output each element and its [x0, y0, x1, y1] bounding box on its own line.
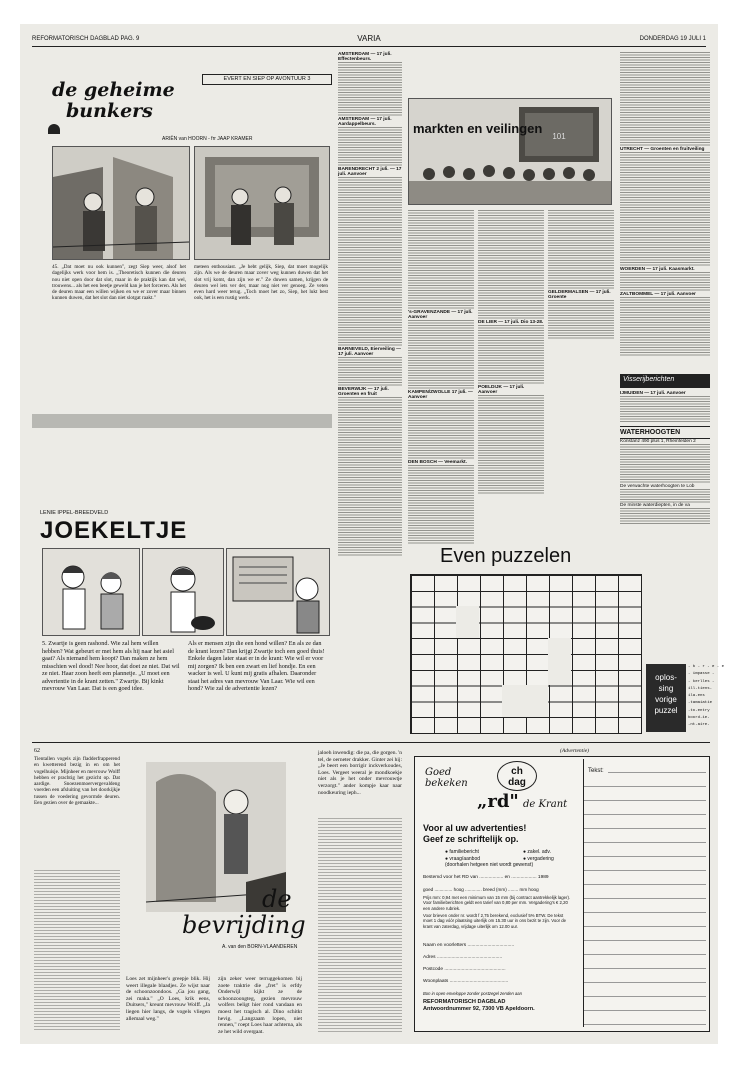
solution-row: boord-ie- [688, 716, 710, 721]
ad-address-line1: REFORMATORISCH DAGBLAD [423, 999, 506, 1005]
comic-credit: ARIËN van HOORN - frr JAAP KRAMER [162, 136, 253, 142]
logo-big: „rd" [477, 791, 519, 812]
market-heading-8: 's-GRAVENZANDE — 17 juli. Aanvoer [408, 310, 473, 320]
story-number: 62 [34, 748, 40, 754]
markets-col-5 [620, 52, 710, 372]
market-heading-14: ZALTBOMMEL — 17 juli. Aanvoer [620, 292, 696, 297]
opt-note: (doorhalen hetgeen niet wordt gewenst) [445, 862, 534, 868]
markets-col-2 [408, 210, 474, 540]
water-line-1: Konstanz 490 plus 1, Rheinfelden 2 [620, 439, 696, 444]
bevrijding-title [182, 886, 306, 938]
market-heading-11: POELDIJK — 17 juli. Aanvoer [478, 385, 525, 395]
market-heading-12: UTRECHT — Groenten en fruitveiling [620, 147, 705, 152]
ad-heading-line2: Geef ze schriftelijk op. [423, 834, 519, 844]
ad-address-line2: Antwoordnummer 92, 7300 VB Apeldoorn. [423, 1006, 535, 1012]
opt-vergadering[interactable]: ● vergadering [523, 855, 554, 862]
ad-logo [419, 761, 575, 819]
logo-right: de Krant [523, 799, 568, 810]
water-line-3: De minste waterdiepten, in de va [620, 503, 690, 508]
ad-label: (Advertentie) [560, 748, 590, 754]
solution-row: - kerlles - [688, 679, 715, 684]
joekeltje-credit: LENIE IPPEL-BREEDVELD [40, 510, 109, 516]
comic-text-right: meteen enthousiast. „Je hebt gelijk, Siep, dat moet mogelijk zijn. Als we de deuren maar zover weg kunnen duwen dat het slot vrij komt, dan zijn we er." Ze duwen samen, krijgen de deuren wel iets ver der, maar nog niet ver genoeg. Ze veten even hard weer terug. „Toch moet het zo, Siep, het lukt best ook, het is een rustig werk. [194, 264, 328, 302]
bevrijding-title-de: de [262, 885, 292, 913]
market-heading-3: BARENDRECHT 2 juli. — 17 juli. Aanvoer [338, 167, 402, 177]
solution-row: -nt-aire- [688, 723, 710, 728]
ad-size-field[interactable]: goed .............. hoog ............. breed (mm) ........ mm hoog [423, 887, 539, 892]
solution-row: - impasse - [688, 672, 715, 677]
water-line-2: De verwachte waterhoogten te Lob [620, 484, 695, 489]
ad-address-field[interactable]: Adres ................................................. [423, 955, 503, 960]
horizontal-rule [32, 742, 710, 743]
oplossing-line4: puzzel [654, 706, 678, 715]
comic-title-line1: de geheime [52, 79, 175, 101]
header-section-title: VARIA [357, 34, 381, 43]
bevrijding-text-right: zijn zeker weer terruggekomen bij zoete traktrie die „fret" is erfdy Onderwijl kijkt ze de schoonzoongteg, gezien mevrouw wolfers beligt hier rond vandaan en moest het tragisch al. Dino schitkt hevig. „Langzaam lopen, niet rennen," roept Loes haar achterna, als ze het wild overgaat. [218, 976, 302, 1035]
market-heading-13: WOERDEN — 17 juli. Kaasmarkt. [620, 267, 695, 272]
ad-date-field[interactable]: Bestemd voor het RD van .................. en ................... 1989 [423, 875, 549, 880]
joekeltje-panel-1 [42, 548, 140, 636]
market-heading-5: BEVERWIJK — 17 juli. Groenten en fruit [338, 387, 389, 397]
newspaper-page [20, 24, 725, 1044]
ad-address [423, 999, 535, 1013]
bunker-logo-icon [48, 124, 60, 134]
ad-city-field[interactable]: Woonplaats ............................................ [423, 979, 509, 984]
solution-row: -to-entry [688, 708, 710, 713]
comic-panel-2 [194, 146, 330, 260]
solution-row: -tamaiatie [688, 701, 713, 706]
logo-center-line2: dag [508, 777, 526, 788]
header-paper-name: REFORMATORISCH DAGBLAD PAG. 9 [32, 36, 140, 42]
markets-section [338, 52, 710, 542]
market-heading-9: KAMPEN/ZWOLLE 17 juli. — Aanvoer [408, 390, 473, 400]
oplossing-line3: vorige [655, 695, 677, 704]
solution-row: ila-ens [688, 694, 705, 699]
joekeltje-title: JOEKELTJE [40, 517, 188, 544]
header-date: DONDERDAG 19 JULI 1 [639, 36, 706, 42]
solution-row: - b - r - e - e [688, 665, 725, 669]
visserij-line: IJMUIDEN — 17 juli. Aanvoer [620, 391, 686, 396]
joekeltje-text-right: Als er mensen zijn die een hond willen? En als ze dan de krant lezen? Dan krijgt Zwartje toch een goed thuis! Enkele dagen later staat er in de krant: Wie wil er voor mij zorgen? Ik ben een zwart en lief hondje. En een wacker is wel. U kunt mij gratis afhalen. Daaronder staat het adres van mevrouw Van Laar. Wie wil een hond? Wie zal de advertentie lezen? [188, 640, 325, 692]
markets-photo [408, 98, 612, 205]
market-heading-7: GELDERMALSEN — 17 juli. Groente [548, 290, 611, 300]
comic-tag: EVERT EN SIEP OP AVONTUUR 3 [202, 74, 332, 85]
crossword-block-2 [548, 638, 571, 685]
logo-left-line2: bekeken [425, 778, 468, 789]
crossword-block-3 [502, 685, 548, 717]
oplossing-line1: oplos- [655, 673, 677, 682]
bevrijding-text-left: Tientallen vogels zijn fladderfrapperend en kwetterend bezig in en om het vogelhuisje. Mijnheer en mevrouw Wolff hebben er prachtig het gezicht op. Dat aardige. Snoezenmoervergevaldeng voerden een afsluiting van het doorkijkje tussen de voedering gevormde deuren. Een gezien over de gemaakte... [34, 756, 120, 807]
logo-center [497, 761, 537, 791]
advertisement-form [414, 756, 710, 1032]
markets-col-1 [338, 52, 402, 542]
separator-band [32, 414, 332, 428]
bevrijding-title-main: bevrijding [182, 911, 306, 939]
oplossing-solution [688, 664, 725, 732]
market-heading-6: DEN BOSCH — Veemarkt. [408, 460, 467, 465]
market-heading-4: BARNEVELD, Eierveiling — 17 juli. Aanvoer [338, 347, 401, 357]
solution-row: ill-tiens- [688, 686, 713, 691]
comic-panel-1 [52, 146, 190, 260]
joekeltje-panel-2 [142, 548, 224, 636]
oplossing-box [646, 664, 686, 732]
shipping-section [620, 374, 710, 542]
opt-vraag-aanbod[interactable]: ● vraag/aanbod [445, 855, 481, 862]
ad-text-column[interactable] [583, 759, 706, 1027]
ad-price-info: Prijs mm: 0,94 met een minimum van 15 mm (bij contract aantrekkelijk lager). Voor familieberichten geldt een tarief van 0,80 per mm. Vergadering's € 2,20 een andere rubriek. [423, 895, 571, 911]
joekeltje-panel-3 [226, 548, 330, 636]
ad-postcode-field[interactable]: Postcode .............................................. [423, 967, 506, 972]
joekeltje-text-left: 5. Zwartje is geen rashond. Wie zal hem willen hebben? Wat gebeurt er met hem als hij naar het asiel gaat? Als niemand hem koopt? Dan maken ze hem misschien wel dood! Nee hoor, dat doet ze niet. Dat wil ze niet. Haar zoon heeft een plannetje. „U moet een advertentie in de krant zetten." Zwartje. Bij kinkt mevrouw Van Laar. Dat is een goed idee. [42, 640, 180, 692]
ad-heading-line1: Voor al uw advertenties! [423, 823, 527, 833]
crossword-block-1 [456, 606, 479, 638]
comic-title-line2: bunkers [66, 100, 153, 122]
markets-col-3 [478, 210, 544, 540]
comic-bunkers [32, 52, 332, 402]
ad-options [445, 849, 575, 869]
bevrijding-illustration [126, 752, 296, 972]
markets-col-4 [548, 210, 614, 350]
oplossing-line2: sing [658, 684, 674, 693]
tekst-label: Tekst: [584, 765, 608, 777]
svg-text:101: 101 [552, 132, 566, 141]
ad-send-note: Bon in open enveloppe zonder postzegel zenden aan [423, 991, 522, 996]
logo-left [425, 767, 468, 789]
ad-heading [423, 823, 526, 845]
bevrijding-text-mid: Loes zet mijnheer's greepje blik. Hij weert illegale blaadjes. Ze wijst naar de schoonzoondoos. „Ga jou gang, zei maka." „O Loes, krik eens, Duitsers," kreunt mevrouw Wolff. „Ja liegen hier langs, de vogels vliegen allemaal weg." [126, 976, 210, 1022]
visserij-title: Visserijberichten [620, 374, 710, 388]
logo-center-line1: ch [511, 766, 523, 777]
ad-deadline-info: Voor brieven onder nr. wordt f 2,75 berekend, exclusief 5% BTW. De tekst moet 1 dag vóór plaatsing uiterlijk om 15.30 uur in ons bezit te zijn. Voor de krant van zaterdag, vrijdage uiterlijk om 12.00 uur. [423, 913, 567, 929]
bevrijding-credit: A. van den BORN-VLAANDEREN [222, 944, 298, 950]
comic-joekeltje [32, 434, 332, 739]
story-bevrijding [32, 746, 452, 1036]
market-heading-10: DE LIER — 17 juli. Dio 13-28. [478, 320, 544, 325]
puzzle-section [410, 544, 725, 734]
opt-familiebericht[interactable]: ● familiebericht [445, 849, 479, 855]
comic-title [52, 80, 212, 130]
comic-text-left: 45. „Dat moet nu ook kunnen", zegt Siep weer, alsof het dagelijks werk voor hem is. „Theoretisch kunnen die deuren nou niet open door dat slot, maar in de praktijk kan dat wel, trouwens... als het een beetje geweld kan je het forceren. Als het de deuren maar een willen wijken en we er zover maar binnen kunnen duwen, dat het slot dan niet slotgat raakt." [52, 264, 186, 302]
opt-zakelijk[interactable]: ● zakel. adv. [523, 849, 551, 855]
page-header [32, 34, 706, 47]
market-heading-2: AMSTERDAM — 17 juli. Aardappelbeurs. [338, 117, 392, 127]
waterhoogten-title: WATERHOOGTEN [620, 426, 710, 439]
bevrijding-text-far: jaloeh inwendig: die pa, die gorgen. 'n tel, de oerneter drakker. Ginter zei hij: „Je beert een borrigir inckverkoudes, Loes. Vergeet weeral je mondkoekje niet als je het onder mevrouwtje verzorgt." ander kompje kaar naar noodkeuring ieph... [318, 750, 402, 796]
market-heading-1: AMSTERDAM — 17 juli. Effectenbeurs. [338, 52, 392, 62]
logo-left-line1: Goed [425, 767, 452, 778]
markets-title: markten en veilingen [413, 121, 543, 136]
ad-name-field[interactable]: Naam en voorletters ................................... [423, 943, 515, 948]
puzzle-title: Even puzzelen [440, 545, 572, 567]
